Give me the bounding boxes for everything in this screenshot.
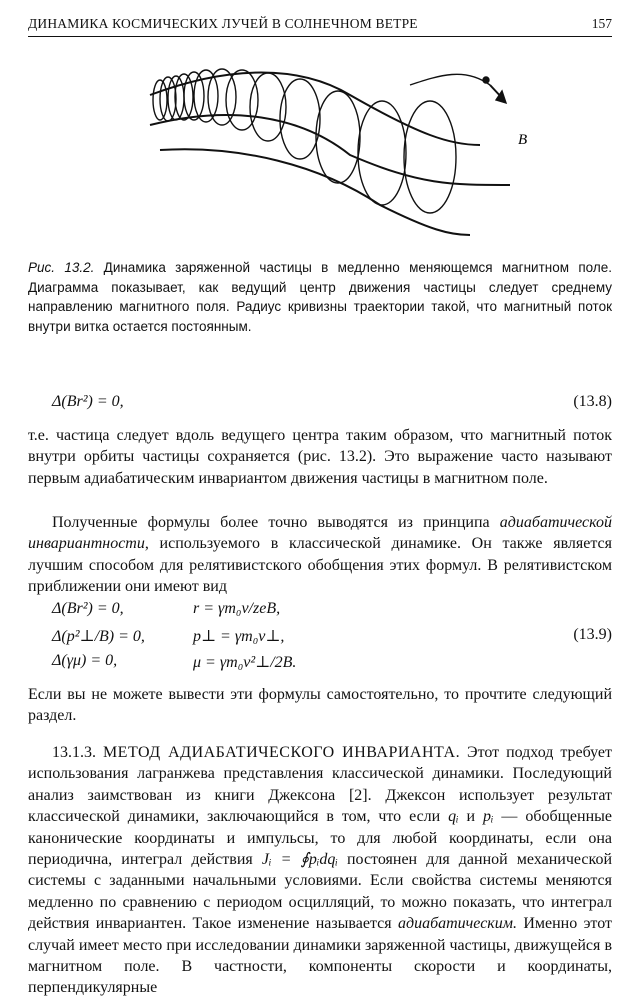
equation-13-8 [28,393,612,415]
section-13-1-3 [28,742,612,999]
equation-13-9-row-1-rhs: r = γm₀v/zeB, [193,600,281,617]
section-number: 13.1.3. [52,744,96,761]
lower-field-line [160,149,470,235]
section-and: и [458,808,483,826]
section-heading: МЕТОД АДИАБАТИЧЕСКОГО ИНВАРИАНТА. [102,744,461,761]
particle-trajectory-diagram-icon [120,45,540,245]
term-adiabatic: адиабатическим. [397,915,517,933]
running-title: ДИНАМИКА КОСМИЧЕСКИХ ЛУЧЕЙ В СОЛНЕЧНОМ ВЕТРЕ [28,16,418,31]
equation-13-8-lhs: Δ(Br²) = 0, [52,393,124,410]
caption-label: Рис. 13.2. [28,260,95,275]
equation-13-9-row-1-lhs: Δ(Br²) = 0, [52,600,124,617]
equation-13-9-row-3-lhs: Δ(γμ) = 0, [52,652,118,669]
equation-13-9-row-2-rhs: p⊥ = γm₀v⊥, [193,628,285,645]
section-text-3: постоянен для данной механической системы с заданными начальными условиями. Если свойства системы меняются медленно по сравнению с периодом осцилляций, то можно показать, что интеграл действия инвариантен. Такое изменение называется [28,851,613,933]
symbol-pi: pᵢ [483,808,494,826]
equation-13-9-row-1 [28,600,612,622]
symbol-qi: qᵢ [448,808,459,826]
section-text-1: Этот подход требует использования лагранжева представления классической динамики. Последующий анализ заимствован из книги Джексона [2]. Джексон использует результат классической динамики, заключающийся в том, что если [28,744,613,826]
action-integral: Jᵢ = ∮pᵢdqᵢ [261,851,338,869]
paragraph-1: т.е. частица следует вдоль ведущего центра таким образом, что магнитный поток внутри орбиты частицы сохраняется (рис. 13.2). Это выражение часто называют первым адиабатическим инвариантом движения частицы в магнитном поле. [28,427,612,487]
section-text-4: Именно этот случай имеет место при исследовании динамики заряженной частицы, движущейся в магнитном поле. В частности, компоненты скорости и координаты, перпендикулярные [28,915,612,997]
section-text-2: — обобщенные канонические координаты и импульсы, то для любой координаты, если она периодична, интеграл действия [28,808,612,869]
equation-13-9-tag: (13.9) [573,626,612,643]
equation-13-9-row-3-rhs: μ = γm₀v²⊥/2B. [193,654,297,671]
paragraph-2 [28,512,612,598]
paragraph-2-part2: , используемого в классической динамике. Он также является лучшим способом для релятивистского обобщения этих формул. В релятивистском приближении они имеют вид [28,535,612,596]
figure-caption [28,258,612,336]
caption-text: Динамика заряженной частицы в медленно меняющемся магнитном поле. Диаграмма показывает, как ведущий центр движения частицы следует среднему направлению магнитного поля. Радиус кривизны траектории такой, что магнитный поток внутри витка остается постоянным. [28,260,612,334]
field-label-b: B [518,132,528,148]
equation-13-9-row-2-lhs: Δ(p²⊥/B) = 0, [52,628,145,645]
equation-13-9-row-3 [28,652,612,674]
header-rule [28,36,612,37]
equation-13-8-tag: (13.8) [573,393,612,410]
particle-dot-icon [483,77,489,83]
page-number: 157 [591,16,612,31]
paragraph-3: Если вы не можете вывести эти формулы самостоятельно, то прочтите следующий раздел. [28,686,612,725]
figure-13-2 [120,45,540,245]
equation-13-9-row-2 [28,626,612,648]
running-header [28,16,612,36]
paragraph-2-part1: Полученные формулы более точно выводятся из принципа [52,514,500,531]
paragraph-2-italic: адиабатической инвариантности [28,514,612,553]
